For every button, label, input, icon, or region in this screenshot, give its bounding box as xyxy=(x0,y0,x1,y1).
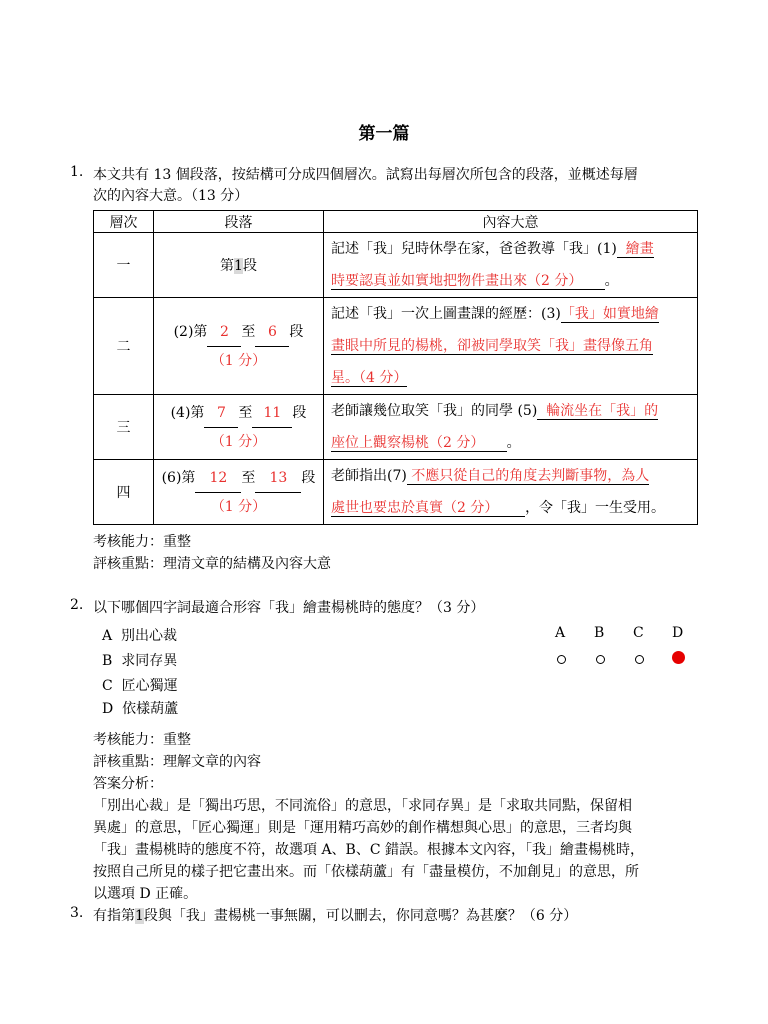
answer-to: 6 xyxy=(255,318,289,347)
header-paragraph: 段落 xyxy=(154,211,324,233)
para-suffix: 段 xyxy=(242,258,257,274)
table-header-row xyxy=(94,211,698,233)
q1-text-line1: 本文共有 13 個段落，按結構可分成四個層次。試寫出每層次所包含的段落，並概述每層 xyxy=(93,167,638,183)
analysis-line: 按照自己所見的樣子把它畫出來。而「依樣葫蘆」有「盡量模仿，不加創見」的意思，所 xyxy=(93,864,639,880)
q2-ability: 考核能力：重整 xyxy=(93,732,191,748)
option-c: C 匠心獨運 xyxy=(102,678,178,694)
analysis-line: 「別出心裁」是「獨出巧思，不同流俗」的意思，「求同存異」是「求取共同點，保留相 xyxy=(93,798,632,814)
q3-para-number: 1 xyxy=(135,908,144,924)
answer-to: 11 xyxy=(252,399,292,428)
structure-table xyxy=(93,210,698,525)
content-text: 。 xyxy=(506,435,521,451)
q2-number: 2. xyxy=(70,597,84,613)
answer-text: 「我」如實地繪 xyxy=(560,306,659,322)
level-cell: 一 xyxy=(94,233,154,298)
q1-text-line2: 次的內容大意。（13 分） xyxy=(93,188,249,204)
para-to-label: 至 xyxy=(238,404,253,421)
level-cell: 二 xyxy=(94,298,154,395)
content-cell xyxy=(324,395,698,460)
header-content: 內容大意 xyxy=(324,211,698,233)
q2-analysis-label: 答案分析： xyxy=(93,776,163,792)
paragraph-cell xyxy=(154,395,324,460)
score-text: （1 分） xyxy=(210,498,267,515)
content-cell xyxy=(324,460,698,525)
content-cell xyxy=(324,233,698,298)
radio-d-selected[interactable] xyxy=(672,651,685,664)
page-title: 第一篇 xyxy=(358,124,410,144)
para-suffix: 段 xyxy=(289,323,304,340)
table-row xyxy=(94,298,698,395)
score-text: （1 分） xyxy=(210,352,267,369)
q1-focus: 評核重點：理清文章的結構及內容大意 xyxy=(93,556,331,572)
para-prefix: (4)第 xyxy=(170,404,205,421)
answer-to: 13 xyxy=(255,464,301,493)
q3-number: 3. xyxy=(70,905,84,921)
q3-text: 有指第1段與「我」畫楊桃一事無關，可以刪去，你同意嗎？為甚麼？（6 分） xyxy=(93,908,578,924)
answer-text: 處世也要忠於真實（2 分） xyxy=(331,500,499,516)
content-text: 。 xyxy=(604,273,619,289)
answer-text: 時要認真並如實地把物件畫出來（2 分） xyxy=(331,273,583,289)
content-text: 記述「我」兒時休學在家，爸爸教導「我」(1) xyxy=(331,241,617,257)
para-prefix: (6)第 xyxy=(161,469,196,486)
radio-c[interactable] xyxy=(635,655,644,664)
radio-a[interactable] xyxy=(557,655,566,664)
content-cell xyxy=(324,298,698,395)
analysis-line: 「我」畫楊桃時的態度不符，故選項 A、B、C 錯誤。根據本文內容，「我」繪畫楊桃時， xyxy=(93,842,645,858)
para-number: 1 xyxy=(234,258,243,274)
option-a: A 別出心裁 xyxy=(102,628,178,644)
para-to-label: 至 xyxy=(241,323,256,340)
answer-from: 2 xyxy=(207,318,241,347)
table-row xyxy=(94,233,698,298)
para-suffix: 段 xyxy=(301,469,316,486)
q1-ability: 考核能力：重整 xyxy=(93,534,191,550)
option-b: B 求同存異 xyxy=(102,653,178,669)
table-row xyxy=(94,460,698,525)
paragraph-cell xyxy=(154,233,324,298)
paragraph-cell xyxy=(154,460,324,525)
q2-focus: 評核重點：理解文章的內容 xyxy=(93,754,261,770)
answer-text: 輪流坐在「我」的 xyxy=(537,403,658,420)
answer-text: 繪畫 xyxy=(617,241,654,258)
option-d: D 依樣葫蘆 xyxy=(102,701,179,717)
choice-label-c: C xyxy=(633,625,644,641)
answer-text: 星。（4 分） xyxy=(331,370,408,386)
para-suffix: 段 xyxy=(292,404,307,421)
q1-number: 1. xyxy=(70,164,84,180)
para-prefix: (2)第 xyxy=(173,323,208,340)
para-to-label: 至 xyxy=(241,469,256,486)
paragraph-cell xyxy=(154,298,324,395)
analysis-line: 異處」的意思，「匠心獨運」則是「運用精巧高妙的創作構想與心思」的意思，三者均與 xyxy=(93,820,632,836)
level-cell: 四 xyxy=(94,460,154,525)
q2-text: 以下哪個四字詞最適合形容「我」繪畫楊桃時的態度？（3 分） xyxy=(93,600,485,616)
para-prefix: 第 xyxy=(220,258,235,274)
content-text: 老師指出(7) xyxy=(331,468,407,484)
answer-from: 12 xyxy=(195,464,241,493)
analysis-line: 以選項 D 正確。 xyxy=(93,886,198,902)
content-text: ，令「我」一生受用。 xyxy=(525,500,666,516)
answer-from: 7 xyxy=(204,399,238,428)
content-text: 記述「我」一次上圖畫課的經歷：(3) xyxy=(331,306,561,322)
choice-label-b: B xyxy=(594,625,605,641)
score-text: （1 分） xyxy=(210,433,267,450)
level-cell: 三 xyxy=(94,395,154,460)
answer-text: 畫眼中所見的楊桃，卻被同學取笑「我」畫得像五角 xyxy=(331,338,653,354)
choice-label-a: A xyxy=(555,625,566,641)
table-row xyxy=(94,395,698,460)
choice-label-d: D xyxy=(672,625,684,641)
content-text: 老師讓幾位取笑「我」的同學 (5) xyxy=(331,403,538,419)
answer-text: 座位上觀察楊桃（2 分） xyxy=(331,435,485,451)
radio-b[interactable] xyxy=(596,655,605,664)
answer-text: 不應只從自己的角度去判斷事物，為人 xyxy=(407,468,649,485)
header-level: 層次 xyxy=(94,211,154,233)
